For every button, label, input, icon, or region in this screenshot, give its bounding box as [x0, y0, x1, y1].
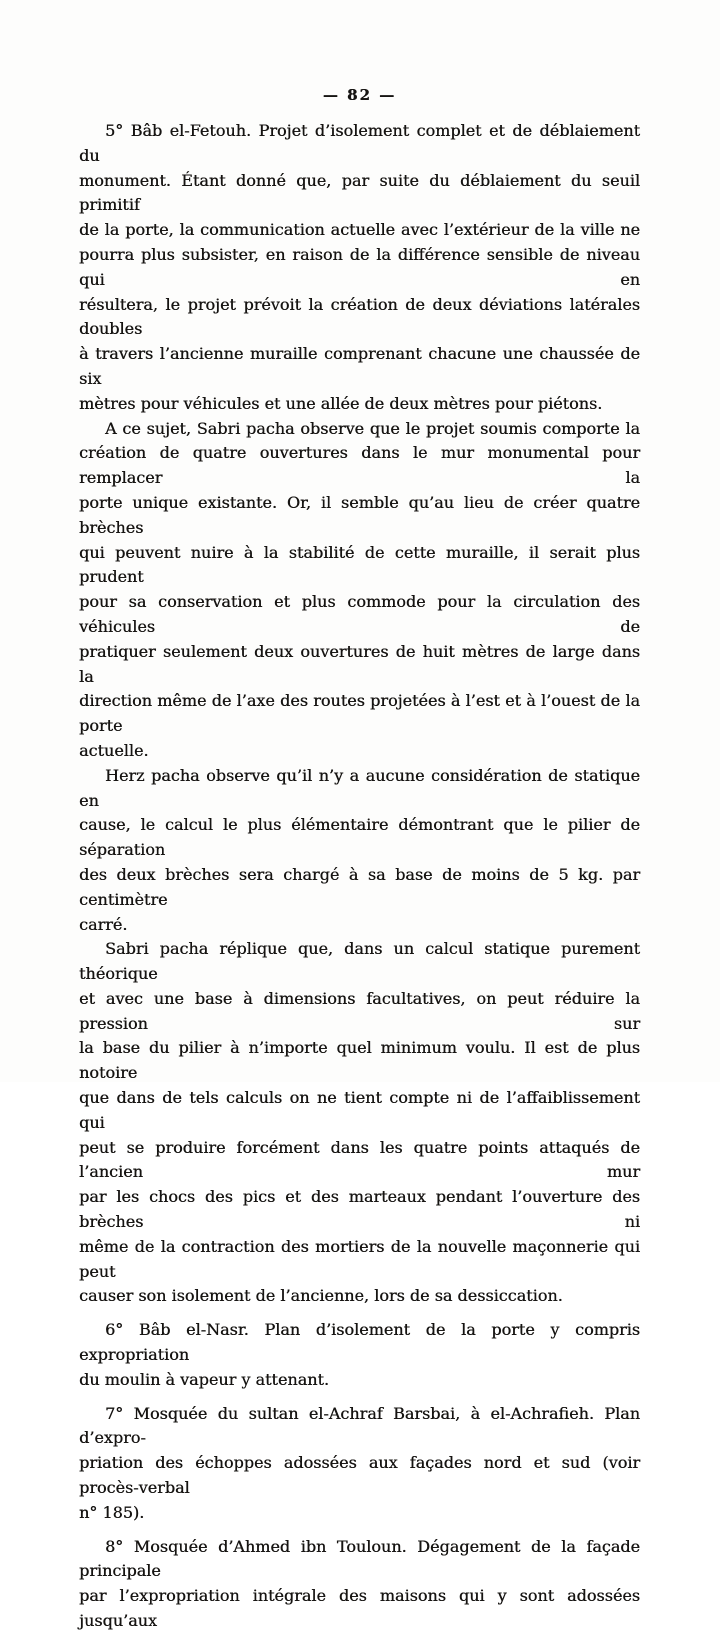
text-line: par les chocs des pics et des marteaux pendant l’ouverture des brèches ni: [79, 1187, 640, 1232]
paragraph: [79, 1535, 640, 1634]
text-line: peut se produire forcément dans les quatre points attaqués de l’ancien mur: [79, 1137, 640, 1182]
text-line: par l’expropriation intégrale des maisons qui y sont adossées jusqu’aux: [79, 1586, 640, 1631]
text-line: qui peuvent nuire à la stabilité de cette muraille, il serait plus prudent: [79, 542, 640, 587]
page-body-text: [79, 119, 640, 1634]
text-line: 5° Bâb el-Fetouh. Projet d’isolement complet et de déblaiement du: [79, 121, 640, 165]
text-line: carré.: [79, 914, 128, 934]
document-page: [79, 86, 640, 1634]
text-line: Sabri pacha réplique que, dans un calcul statique purement théorique: [79, 939, 640, 984]
text-line: Herz pacha observe qu’il n’y a aucune considération de statique en: [79, 765, 640, 810]
text-line: 8° Mosquée d’Ahmed ibn Touloun. Dégagement de la façade principale: [79, 1536, 640, 1581]
text-line: pour sa conservation et plus commode pour la circulation des véhicules de: [79, 592, 640, 636]
text-line: création de quatre ouvertures dans le mur monumental pour remplacer la: [79, 443, 640, 488]
text-line: des deux brèches sera chargé à sa base de moins de 5 kg. par centimètre: [79, 864, 640, 909]
text-line: monument. Étant donné que, par suite du déblaiement du seuil primitif: [79, 170, 640, 215]
text-line: cause, le calcul le plus élémentaire démontrant que le pilier de séparation: [79, 815, 640, 860]
text-line: et avec une base à dimensions facultatives, on peut réduire la pression sur: [79, 988, 640, 1033]
text-line: actuelle.: [79, 740, 149, 760]
paragraph: [79, 417, 640, 764]
text-line: 7° Mosquée du sultan el-Achraf Barsbai, à el-Achrafieh. Plan d’expro-: [79, 1403, 640, 1448]
text-line: pourra plus subsister, en raison de la différence sensible de niveau qui en: [79, 244, 640, 289]
text-line: n° 185).: [79, 1502, 145, 1522]
paragraph: [79, 1318, 640, 1392]
text-line: porte unique existante. Or, il semble qu’au lieu de créer quatre brèches: [79, 492, 640, 537]
text-line: résultera, le projet prévoit la création de deux déviations latérales doubles: [79, 294, 640, 339]
text-line: causer son isolement de l’ancienne, lors de sa dessiccation.: [79, 1286, 563, 1306]
text-line: pratiquer seulement deux ouvertures de huit mètres de large dans la: [79, 641, 640, 686]
text-line: direction même de l’axe des routes projetées à l’est et à l’ouest de la porte: [79, 691, 640, 736]
text-line: mètres pour véhicules et une allée de deux mètres pour piétons.: [79, 393, 603, 413]
text-line: A ce sujet, Sabri pacha observe que le projet soumis comporte la: [105, 418, 640, 438]
text-line: 6° Bâb el-Nasr. Plan d’isolement de la porte y compris expropriation: [79, 1320, 640, 1365]
text-line: même de la contraction des mortiers de la nouvelle maçonnerie qui peut: [79, 1236, 640, 1281]
paragraph: [79, 764, 640, 938]
text-line: à travers l’ancienne muraille comprenant chacune une chaussée de six: [79, 344, 640, 388]
page-number-header: — 82 —: [322, 86, 397, 104]
text-line: priation des échoppes adossées aux façades nord et sud (voir procès-verbal: [79, 1453, 640, 1498]
paragraph: [79, 119, 640, 417]
paragraph: [79, 1402, 640, 1526]
paragraph: [79, 937, 640, 1309]
text-line: que dans de tels calculs on ne tient compte ni de l’affaiblissement qui: [79, 1088, 640, 1132]
text-line: du moulin à vapeur y attenant.: [79, 1369, 329, 1389]
text-line: de la porte, la communication actuelle avec l’extérieur de la ville ne: [79, 220, 640, 240]
text-line: la base du pilier à n’importe quel minimum voulu. Il est de plus notoire: [79, 1038, 640, 1083]
